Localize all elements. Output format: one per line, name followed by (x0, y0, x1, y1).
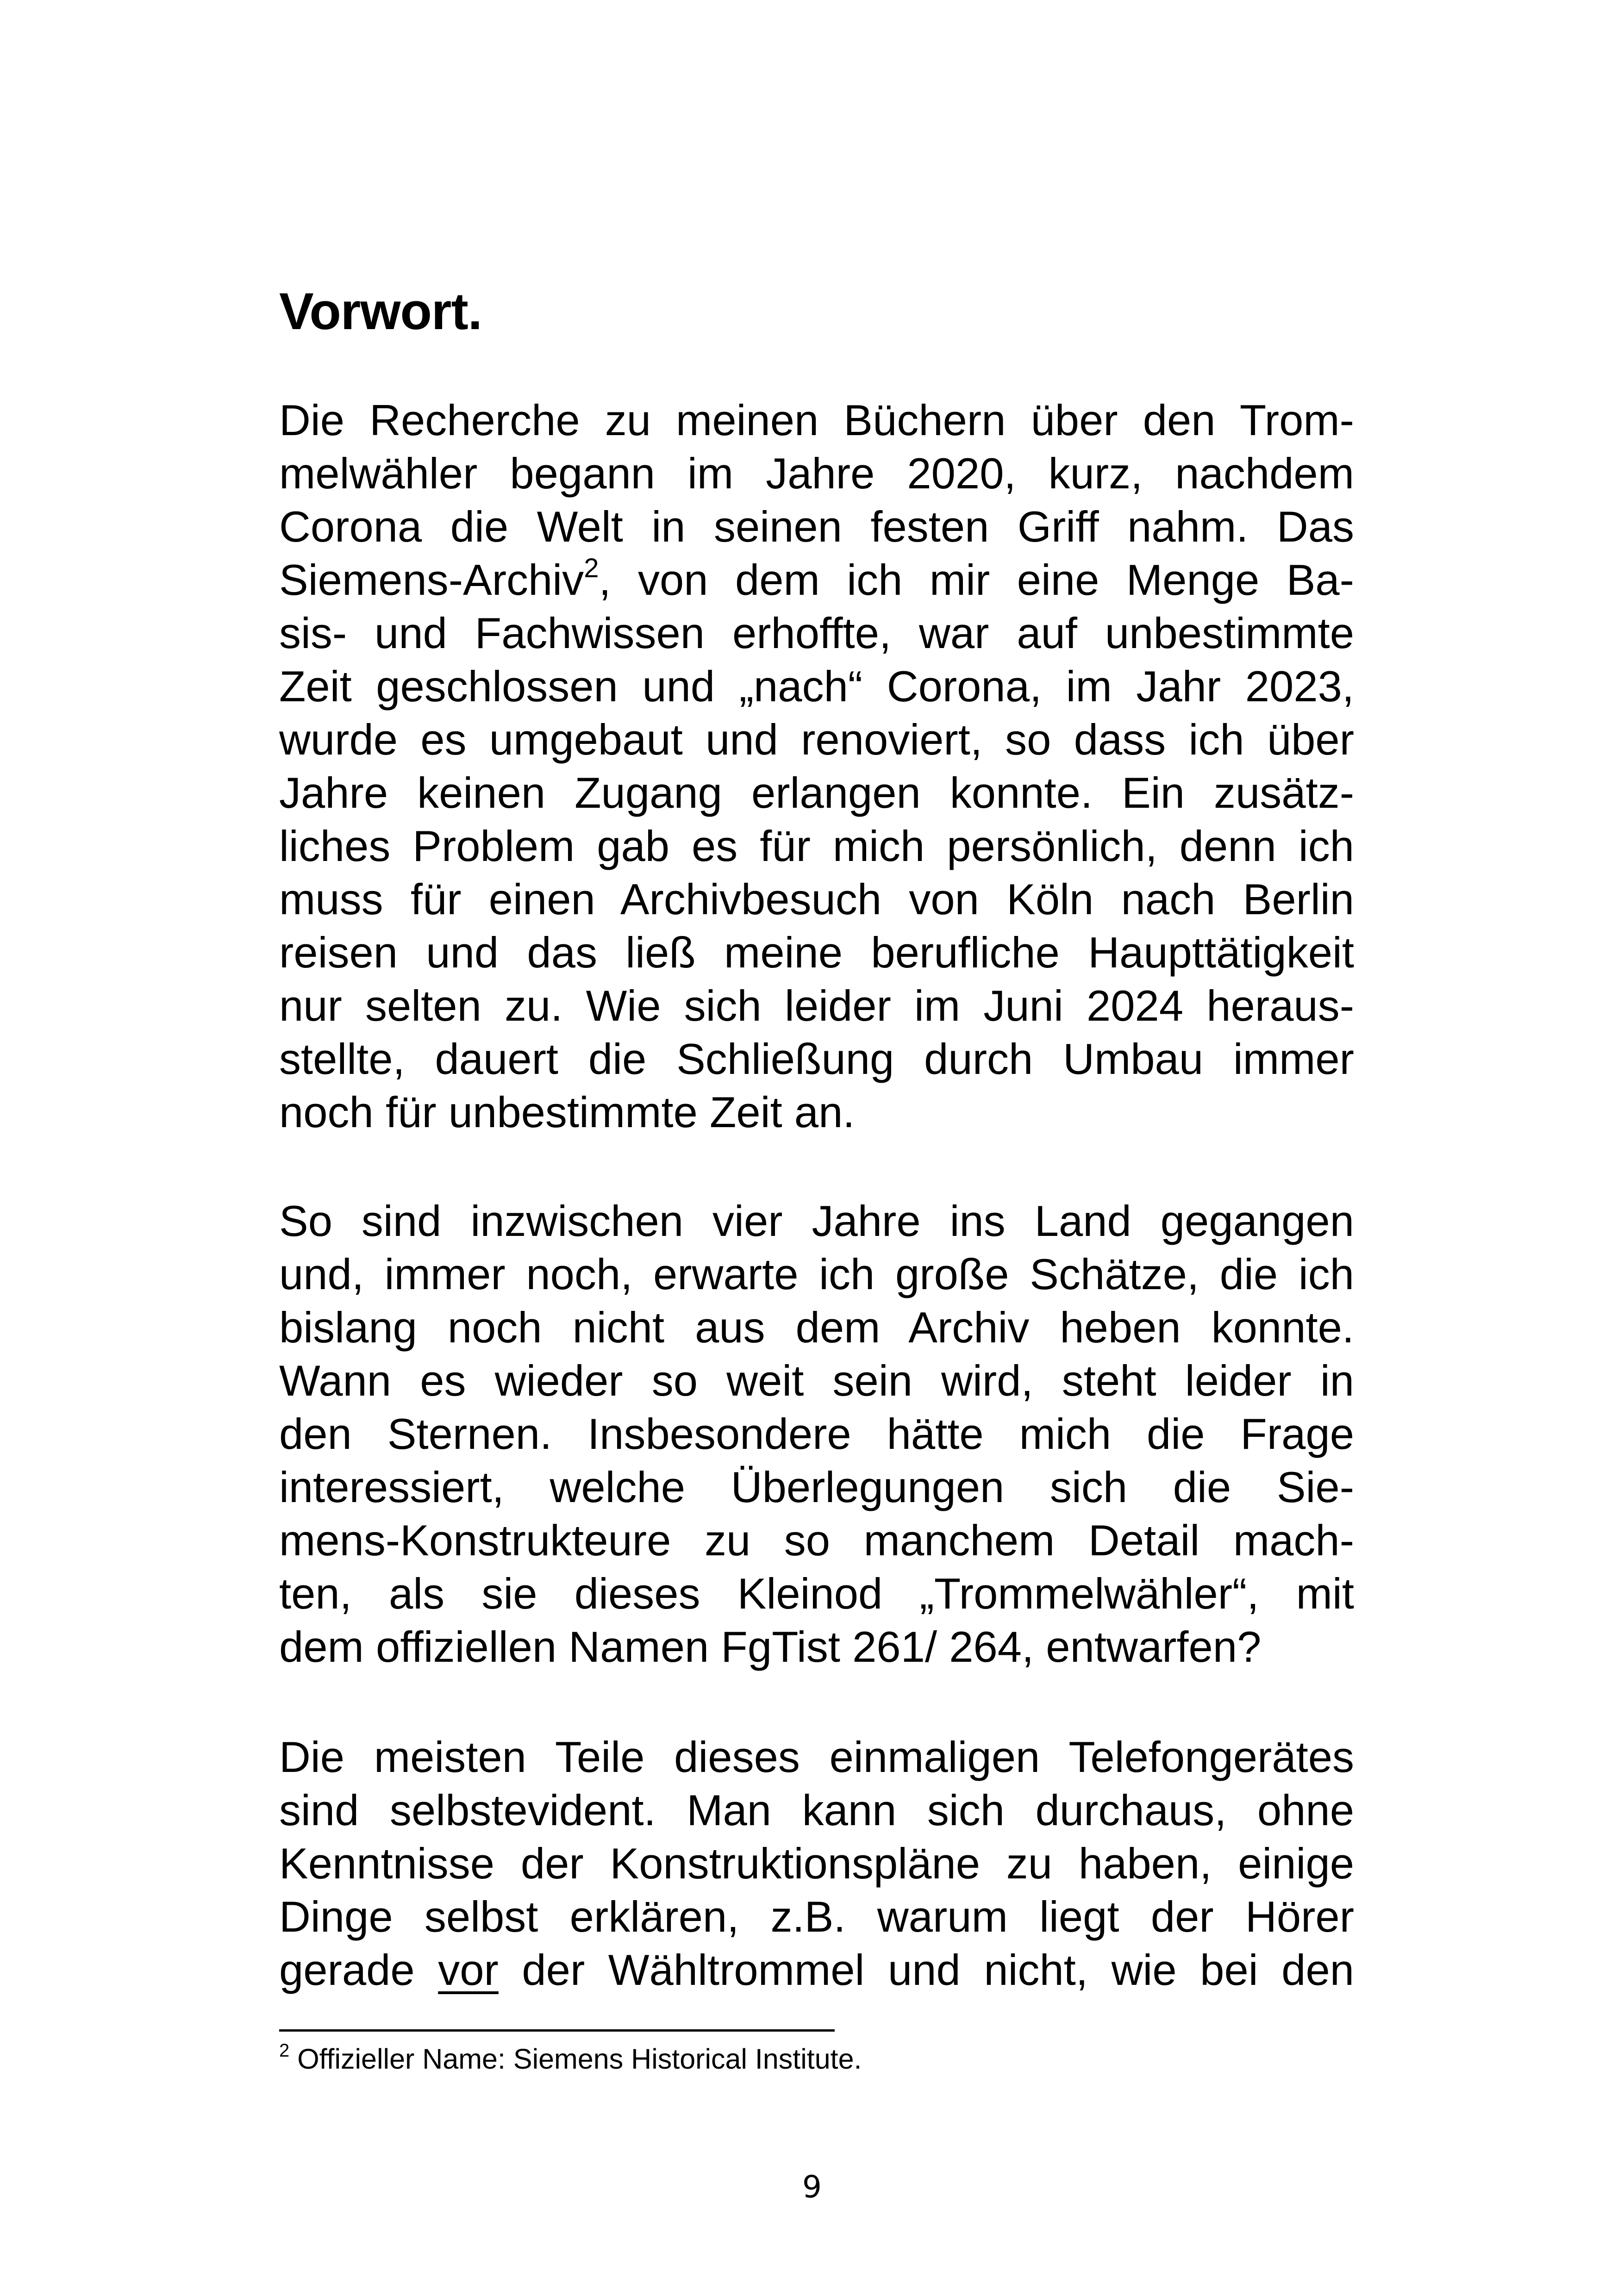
footnote-marker: 2 (279, 2040, 290, 2061)
paragraph-2 (279, 1194, 1354, 1673)
text-line: sind selbstevident. Man kann sich durchaus, ohne (279, 1786, 1354, 1834)
text-line: ten, als sie dieses Kleinod „Trommelwähler“, mit (279, 1569, 1354, 1618)
text-line (279, 553, 1354, 606)
text-line: Dinge selbst erklären, z.B. warum liegt der Hörer (279, 1892, 1354, 1941)
text-line: Wann es wieder so weit sein wird, steht leider in (279, 1356, 1354, 1405)
text-line: liches Problem gab es für mich persönlich, denn ich (279, 822, 1354, 870)
page-number: 9 (802, 2169, 822, 2205)
chapter-heading: Vorwort. (279, 282, 482, 340)
text-line: So sind inzwischen vier Jahre ins Land gegangen (279, 1197, 1354, 1245)
paragraph-3 (279, 1730, 1354, 1996)
text-line: sis- und Fachwissen erhoffte, war auf unbestimmte (279, 609, 1354, 657)
text-fragment: der Wähltrommel und nicht, wie bei den (498, 1946, 1354, 1994)
underlined-word: vor (438, 1946, 499, 1994)
text-line: nur selten zu. Wie sich leider im Juni 2024 heraus- (279, 981, 1354, 1030)
text-line: reisen und das ließ meine berufliche Haupttätigkeit (279, 928, 1354, 977)
text-fragment: , von dem ich mir eine Menge Ba- (599, 555, 1354, 604)
text-fragment: gerade (279, 1946, 438, 1994)
text-line: den Sternen. Insbesondere hätte mich die Frage (279, 1409, 1354, 1458)
text-line: muss für einen Archivbesuch von Köln nach Berlin (279, 875, 1354, 923)
text-line: stellte, dauert die Schließung durch Umbau immer (279, 1035, 1354, 1083)
text-line: Kenntnisse der Konstruktionspläne zu haben, einige (279, 1839, 1354, 1888)
footnote-separator (279, 2029, 835, 2032)
text-line: interessiert, welche Überlegungen sich die Sie- (279, 1463, 1354, 1511)
footnote-reference[interactable]: 2 (584, 553, 599, 583)
text-line (279, 1943, 1354, 1996)
text-line: Die meisten Teile dieses einmaligen Telefongerätes (279, 1733, 1354, 1781)
text-line: und, immer noch, erwarte ich große Schätze, die ich (279, 1250, 1354, 1298)
text-line: Die Recherche zu meinen Büchern über den Trom- (279, 396, 1354, 444)
footnote-text: Offizieller Name: Siemens Historical Institute. (297, 2043, 862, 2075)
text-line: Jahre keinen Zugang erlangen konnte. Ein zusätz- (279, 768, 1354, 817)
text-line: Zeit geschlossen und „nach“ Corona, im Jahr 2023, (279, 662, 1354, 711)
text-line: wurde es umgebaut und renoviert, so dass ich über (279, 715, 1354, 764)
text-line: noch für unbestimmte Zeit an. (279, 1088, 855, 1136)
text-line: Corona die Welt in seinen festen Griff nahm. Das (279, 502, 1354, 551)
text-line: mens-Konstrukteure zu so manchem Detail mach- (279, 1516, 1354, 1565)
text-line: melwähler begann im Jahre 2020, kurz, nachdem (279, 449, 1354, 498)
paragraph-1 (279, 393, 1354, 1139)
text-line: bislang noch nicht aus dem Archiv heben konnte. (279, 1303, 1354, 1352)
text-fragment: Siemens-Archiv (279, 555, 584, 604)
text-line: dem offiziellen Namen FgTist 261/ 264, entwarfen? (279, 1622, 1262, 1671)
footnote (279, 2040, 862, 2077)
